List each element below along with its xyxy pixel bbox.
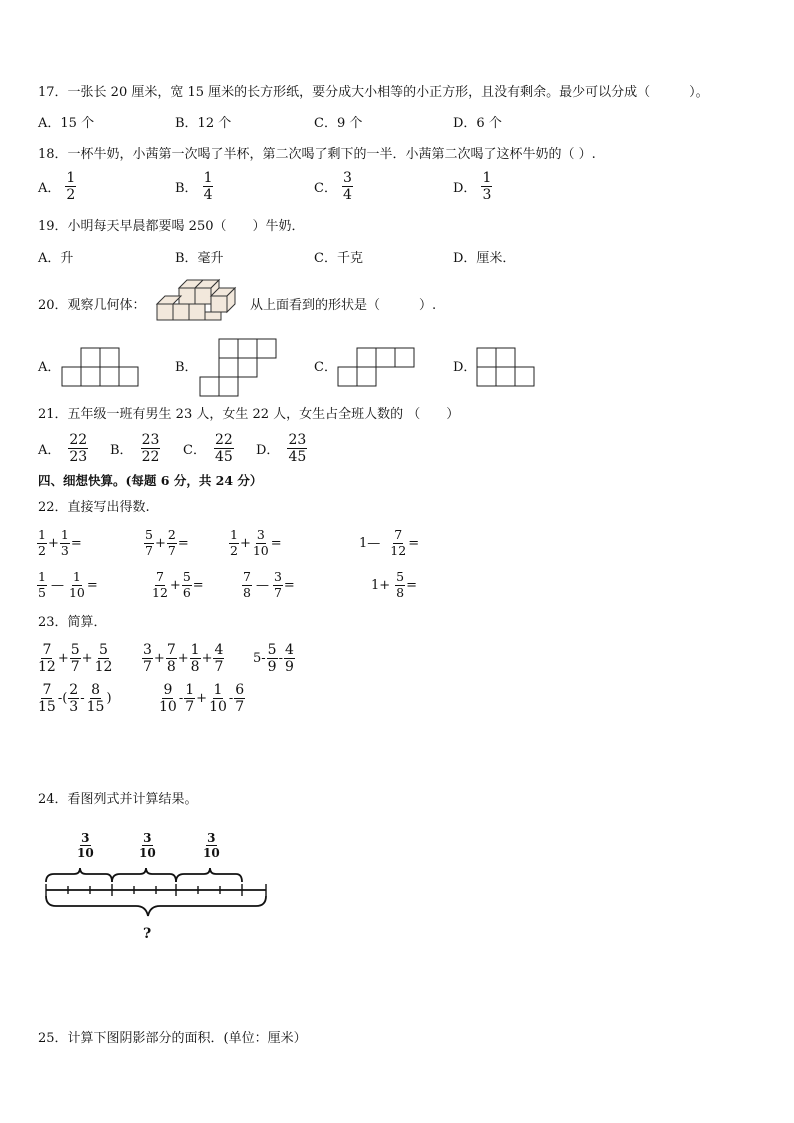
q22-expr-5: $\frac{1}{5}$ — $\frac{1}{10}$ = bbox=[38, 569, 98, 600]
option-label: D． bbox=[256, 443, 280, 458]
q20-option-d-label[interactable]: D． bbox=[453, 360, 477, 375]
fraction: $\frac{1}{3}$ bbox=[482, 170, 492, 203]
option-label: C． bbox=[183, 443, 206, 458]
q22-stem: 22．直接写出得数. bbox=[38, 500, 150, 515]
q24-question-mark: ? bbox=[143, 926, 152, 942]
fraction: $\frac{22}{23}$ bbox=[69, 432, 88, 465]
q22-expr-3: $\frac{1}{2}$ + $\frac{3}{10}$ = bbox=[230, 527, 282, 558]
fraction: $\frac{23}{22}$ bbox=[141, 432, 160, 465]
q19-stem: 19．小明每天早晨都要喝 250（ ）牛奶． bbox=[38, 219, 305, 234]
q17-option-b[interactable]: B．12 个 bbox=[175, 116, 232, 131]
q24-number-line-diagram bbox=[44, 866, 274, 936]
q23-expr-2: $\frac{3}{7}$ + $\frac{7}{8}$ + $\frac{1}{8}$ + $\frac{4}{7}$ bbox=[143, 642, 224, 675]
q21-stem: 21．五年级一班有男生 23 人，女生 22 人，女生占全班人数的 （ ） bbox=[38, 407, 460, 422]
q19-option-d[interactable]: D．厘米． bbox=[453, 251, 516, 266]
option-label: B． bbox=[175, 181, 198, 196]
q23-stem: 23．简算． bbox=[38, 615, 107, 630]
fraction: $\frac{22}{45}$ bbox=[214, 432, 233, 465]
option-label: C． bbox=[314, 181, 337, 196]
q18-option-a[interactable] bbox=[38, 171, 76, 202]
q22-expr-6: $\frac{7}{12}$ + $\frac{5}{6}$ = bbox=[152, 569, 204, 600]
q19-option-a[interactable]: A．升 bbox=[38, 251, 74, 266]
option-label: A． bbox=[38, 443, 61, 458]
fraction: $\frac{23}{45}$ bbox=[288, 432, 307, 465]
option-label: B． bbox=[110, 443, 133, 458]
q25-stem: 25．计算下图阴影部分的面积．(单位：厘米） bbox=[38, 1031, 307, 1046]
q19-option-b[interactable]: B．毫升 bbox=[175, 251, 224, 266]
q23-expr-5: $\frac{9}{10}$ - $\frac{1}{7}$ + $\frac{1}{10}$ - $\frac{6}{7}$ bbox=[159, 682, 245, 715]
q24-stem: 24．看图列式并计算结果。 bbox=[38, 792, 198, 807]
q24-seg-label-2: $\frac{3}{10}$ bbox=[139, 831, 156, 860]
fraction: $\frac{1}{4}$ bbox=[203, 170, 213, 203]
q23-expr-3: 5- $\frac{5}{9}$ - $\frac{4}{9}$ bbox=[253, 642, 294, 675]
q20-stem-before: 20．观察几何体： bbox=[38, 298, 146, 313]
q19-option-c[interactable]: C．千克 bbox=[314, 251, 363, 266]
q23-expr-1: $\frac{7}{12}$ + $\frac{5}{7}$ + $\frac{5}{12}$ bbox=[38, 642, 113, 675]
q20-stem-after: 从上面看到的形状是（ ）. bbox=[250, 298, 437, 313]
q18-option-c[interactable] bbox=[314, 171, 353, 202]
q20-option-c-label[interactable]: C． bbox=[314, 360, 337, 375]
option-label: A． bbox=[38, 181, 61, 196]
fraction: $\frac{3}{4}$ bbox=[342, 170, 352, 203]
q22-expr-1: $\frac{1}{2}$ + $\frac{1}{3}$ = bbox=[38, 527, 82, 558]
q22-expr-2: $\frac{5}{7}$ + $\frac{2}{7}$ = bbox=[145, 527, 189, 558]
q22-expr-4: 1— $\frac{7}{12}$ = bbox=[359, 527, 420, 558]
q22-expr-8: 1+ $\frac{5}{8}$ = bbox=[371, 569, 418, 600]
q21-option-c[interactable] bbox=[183, 433, 234, 464]
q17-option-d[interactable]: D．6 个 bbox=[453, 116, 502, 131]
q21-option-d[interactable] bbox=[256, 433, 307, 464]
q20-option-d-grid bbox=[477, 347, 539, 387]
q23-expr-4: $\frac{7}{15}$ -( $\frac{2}{3}$ - $\frac{8}{15}$ ) bbox=[38, 682, 112, 715]
q24-seg-label-1: $\frac{3}{10}$ bbox=[77, 831, 94, 860]
q17-option-a[interactable]: A．15 个 bbox=[38, 116, 95, 131]
q20-option-a-label[interactable]: A． bbox=[38, 360, 61, 375]
q18-option-d[interactable] bbox=[453, 171, 492, 202]
q21-option-b[interactable] bbox=[110, 433, 160, 464]
q17-option-c[interactable]: C．9 个 bbox=[314, 116, 363, 131]
option-label: D． bbox=[453, 181, 477, 196]
q24-seg-label-3: $\frac{3}{10}$ bbox=[203, 831, 220, 860]
fraction: $\frac{1}{2}$ bbox=[66, 170, 76, 203]
q18-option-b[interactable] bbox=[175, 171, 213, 202]
q18-stem: 18．一杯牛奶，小茜第一次喝了半杯，第二次喝了剩下的一半．小茜第二次喝了这杯牛奶的（ ）. bbox=[38, 147, 596, 162]
q22-expr-7: $\frac{7}{8}$ — $\frac{3}{7}$ = bbox=[243, 569, 295, 600]
q20-option-b-label[interactable]: B． bbox=[175, 360, 198, 375]
section-4-heading: 四、细想快算。(每题 6 分，共 24 分） bbox=[38, 473, 263, 488]
q21-option-a[interactable] bbox=[38, 433, 88, 464]
q20-option-a-grid bbox=[62, 347, 142, 387]
cube-solid-figure bbox=[155, 278, 245, 330]
q17-stem: 17．一张长 20 厘米，宽 15 厘米的长方形纸，要分成大小相等的小正方形，且没有剩余。最少可以分成（ ）。 bbox=[38, 85, 709, 100]
q20-option-b-grid bbox=[200, 338, 280, 398]
q20-option-c-grid bbox=[338, 347, 418, 387]
